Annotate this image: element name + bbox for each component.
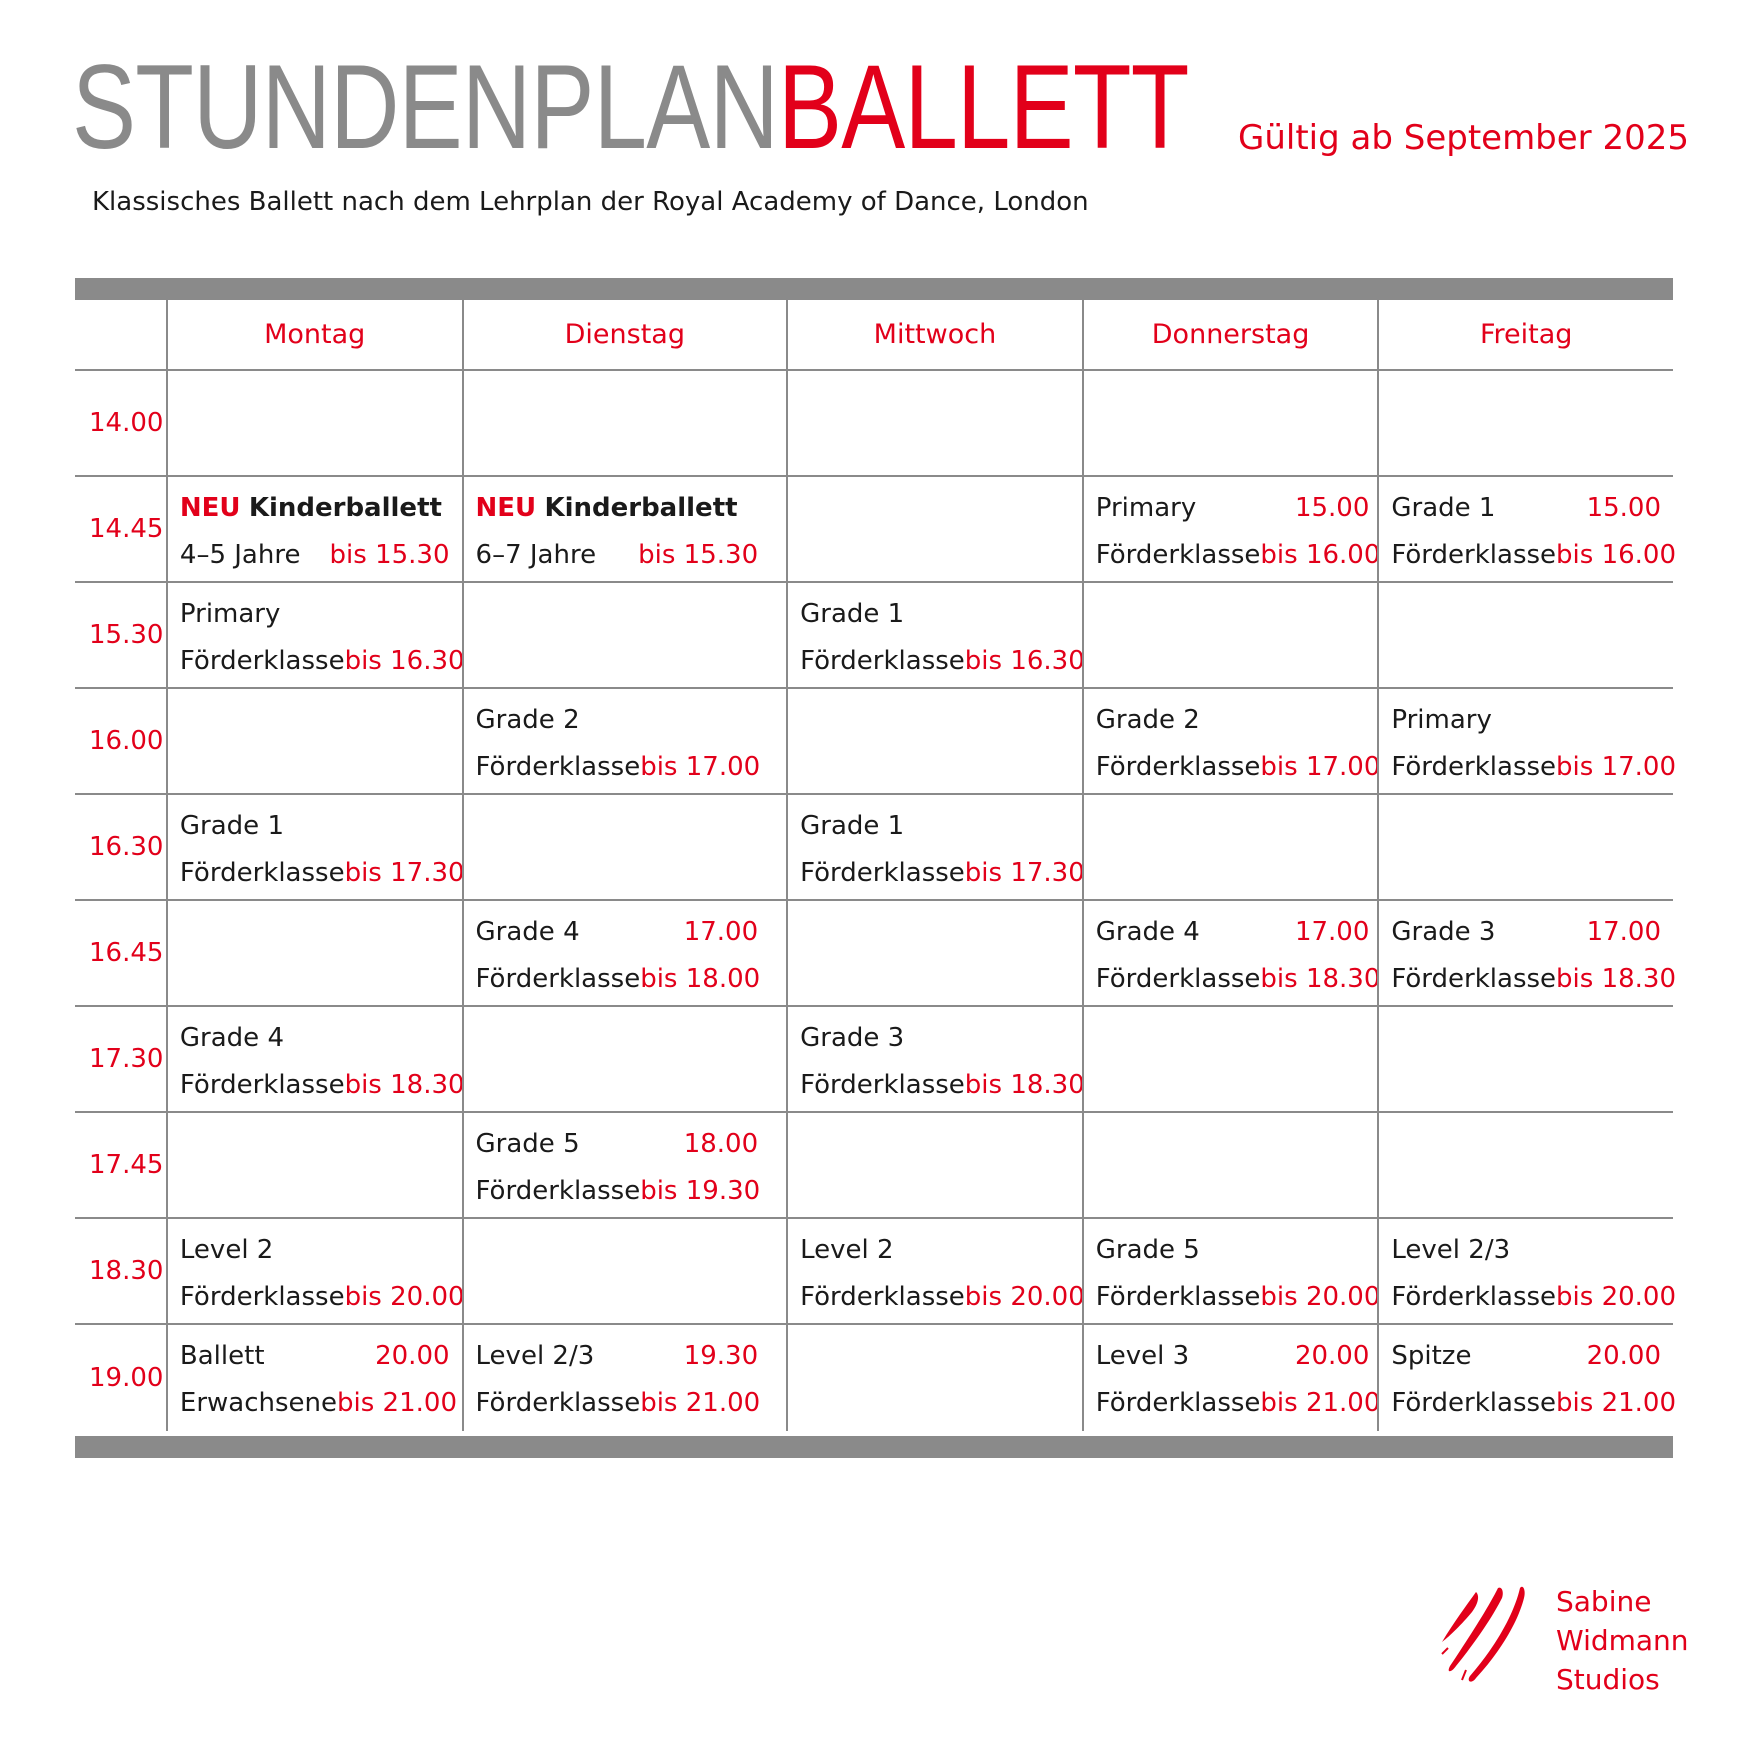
title-stundenplan: STUNDENPLAN xyxy=(72,40,778,174)
class-start: 20.00 xyxy=(1586,1341,1661,1371)
class-name: Level 2/3 xyxy=(1391,1235,1511,1265)
slot-cell xyxy=(1082,1325,1381,1431)
class-detail: Förderklasse xyxy=(1095,1282,1261,1312)
class-name: Kinderballett xyxy=(248,493,442,523)
slot-cell xyxy=(166,901,462,1005)
class-name: Grade 1 xyxy=(179,811,284,841)
class-entry xyxy=(476,909,759,997)
table-row xyxy=(75,901,1677,1007)
slot-cell xyxy=(166,1113,462,1217)
class-entry xyxy=(179,1227,465,1315)
class-end: bis 18.30 xyxy=(1556,964,1677,994)
class-name: Primary xyxy=(1095,493,1197,523)
slot-cell xyxy=(1377,1007,1673,1111)
class-end: bis 17.00 xyxy=(640,752,761,782)
slot-cell xyxy=(1082,583,1378,687)
slot-cell xyxy=(786,1113,1082,1217)
brand-line3: Studios xyxy=(1556,1663,1660,1696)
class-entry xyxy=(476,697,759,785)
table-row xyxy=(75,1219,1677,1325)
class-end: bis 21.00 xyxy=(640,1388,761,1418)
class-entry xyxy=(1391,909,1677,997)
class-entry xyxy=(1095,485,1381,573)
class-entry xyxy=(1095,909,1381,997)
slot-cell xyxy=(1082,1219,1381,1323)
slot-cell xyxy=(166,1325,462,1431)
time-label: 16.00 xyxy=(89,726,164,756)
valid-from: Gültig ab September 2025 xyxy=(1238,118,1689,158)
class-detail: Förderklasse xyxy=(179,646,345,676)
page-title xyxy=(72,42,1189,172)
class-detail: Förderklasse xyxy=(475,1176,641,1206)
class-entry xyxy=(800,1227,1085,1315)
class-end: bis 21.00 xyxy=(337,1388,457,1418)
slot-cell xyxy=(786,583,1085,687)
slot-cell xyxy=(1377,371,1673,475)
class-name: Grade 3 xyxy=(800,1023,905,1053)
day-header-freitag: Freitag xyxy=(1377,300,1673,369)
class-entry xyxy=(1391,697,1677,785)
class-start: 18.00 xyxy=(683,1129,759,1159)
class-entry xyxy=(800,591,1085,679)
class-name: Grade 1 xyxy=(800,599,905,629)
class-end: bis 17.30 xyxy=(964,858,1085,888)
class-detail: Förderklasse xyxy=(179,1070,345,1100)
class-start: 17.00 xyxy=(1586,917,1661,947)
table-row xyxy=(75,1325,1677,1431)
class-detail: Erwachsene xyxy=(179,1388,338,1418)
time-label: 17.45 xyxy=(89,1150,164,1180)
slot-cell xyxy=(1377,1325,1677,1431)
slot-cell xyxy=(786,689,1082,793)
new-badge: NEU xyxy=(475,493,537,523)
slot-cell xyxy=(1082,795,1378,899)
time-label: 19.00 xyxy=(89,1363,164,1393)
class-end: bis 18.30 xyxy=(344,1070,465,1100)
time-label: 16.45 xyxy=(89,938,164,968)
time-label: 14.00 xyxy=(89,408,164,438)
class-end: bis 17.30 xyxy=(344,858,465,888)
time-header xyxy=(75,300,166,369)
class-start: 17.00 xyxy=(1294,917,1370,947)
class-entry xyxy=(1391,485,1677,573)
brand-name xyxy=(1556,1582,1689,1699)
slot-cell xyxy=(1377,1219,1677,1323)
table-row xyxy=(75,1007,1673,1113)
class-end: bis 18.00 xyxy=(640,964,761,994)
class-end: bis 15.30 xyxy=(329,540,450,570)
class-start: 15.00 xyxy=(1586,493,1661,523)
slot-cell xyxy=(786,1007,1085,1111)
slot-cell xyxy=(1082,371,1378,475)
table-row xyxy=(75,583,1673,689)
class-end: bis 18.30 xyxy=(1260,964,1381,994)
class-start: 20.00 xyxy=(375,1341,450,1371)
class-name: Grade 2 xyxy=(475,705,580,735)
slot-cell xyxy=(462,1113,787,1217)
class-name: Level 2 xyxy=(179,1235,274,1265)
schedule-table xyxy=(75,300,1677,1431)
class-name: Grade 5 xyxy=(475,1129,580,1159)
slot-cell xyxy=(462,371,787,475)
class-end: bis 17.00 xyxy=(1556,752,1677,782)
subtitle: Klassisches Ballett nach dem Lehrplan der Royal Academy of Dance, London xyxy=(92,187,1089,217)
class-name: Grade 1 xyxy=(800,811,905,841)
class-detail: Förderklasse xyxy=(800,646,965,676)
class-name: Primary xyxy=(1391,705,1492,735)
class-end: bis 21.00 xyxy=(1556,1388,1677,1418)
time-label: 18.30 xyxy=(89,1256,164,1286)
slot-cell xyxy=(786,1325,1082,1431)
slot-cell xyxy=(462,1007,787,1111)
class-name: Grade 1 xyxy=(1391,493,1496,523)
class-entry xyxy=(476,1333,759,1423)
class-end: bis 20.00 xyxy=(344,1282,465,1312)
class-end: bis 21.00 xyxy=(1260,1388,1381,1418)
day-header-montag: Montag xyxy=(166,300,462,369)
class-entry xyxy=(1391,1333,1677,1423)
day-header-dienstag: Dienstag xyxy=(462,300,787,369)
class-entry xyxy=(476,485,759,573)
class-name: Grade 4 xyxy=(475,917,580,947)
class-detail: Förderklasse xyxy=(1391,964,1557,994)
day-header-donnerstag: Donnerstag xyxy=(1082,300,1378,369)
slot-cell xyxy=(1082,1007,1378,1111)
class-detail: Förderklasse xyxy=(1095,964,1261,994)
slot-cell xyxy=(166,477,462,581)
slot-cell xyxy=(1082,1113,1378,1217)
class-end: bis 16.00 xyxy=(1556,540,1677,570)
class-start: 15.00 xyxy=(1294,493,1370,523)
slot-cell xyxy=(786,477,1082,581)
table-bottom-bar xyxy=(75,1436,1673,1458)
class-end: bis 17.00 xyxy=(1260,752,1381,782)
slot-cell xyxy=(462,689,787,793)
table-row xyxy=(75,1113,1673,1219)
brand-line2: Widmann xyxy=(1556,1624,1689,1657)
slot-cell xyxy=(166,689,462,793)
new-badge: NEU xyxy=(179,493,241,523)
slot-cell xyxy=(462,477,787,581)
slot-cell xyxy=(1377,689,1677,793)
slot-cell xyxy=(166,795,465,899)
class-entry xyxy=(1095,1333,1381,1423)
class-start: 17.00 xyxy=(683,917,759,947)
class-name: Ballett xyxy=(179,1341,265,1371)
class-entry xyxy=(1095,1227,1381,1315)
slot-cell xyxy=(462,795,787,899)
class-entry xyxy=(800,803,1085,891)
slot-cell xyxy=(166,1007,465,1111)
slot-cell xyxy=(462,583,787,687)
day-header-mittwoch: Mittwoch xyxy=(786,300,1082,369)
class-entry xyxy=(1391,1227,1677,1315)
table-row xyxy=(75,795,1673,901)
slot-cell xyxy=(786,795,1085,899)
slot-cell xyxy=(462,901,787,1005)
class-entry xyxy=(179,803,465,891)
brush-strokes-logo-icon xyxy=(1436,1584,1528,1690)
class-entry xyxy=(476,1121,759,1209)
time-label: 15.30 xyxy=(89,620,164,650)
time-label: 14.45 xyxy=(89,514,164,544)
table-top-bar xyxy=(75,278,1673,300)
class-end: bis 20.00 xyxy=(1260,1282,1381,1312)
slot-cell xyxy=(786,371,1082,475)
class-detail: 4–5 Jahre xyxy=(179,540,301,570)
slot-cell xyxy=(166,583,465,687)
class-name: Spitze xyxy=(1391,1341,1472,1371)
class-entry xyxy=(179,591,465,679)
slot-cell xyxy=(1082,901,1381,1005)
class-end: bis 16.00 xyxy=(1260,540,1381,570)
slot-cell xyxy=(1377,477,1677,581)
class-detail: Förderklasse xyxy=(1095,1388,1261,1418)
class-detail: Förderklasse xyxy=(1391,752,1557,782)
slot-cell xyxy=(1377,583,1673,687)
class-end: bis 20.00 xyxy=(964,1282,1085,1312)
class-end: bis 19.30 xyxy=(640,1176,761,1206)
class-entry xyxy=(180,485,450,573)
slot-cell xyxy=(462,1325,787,1431)
slot-cell xyxy=(786,901,1082,1005)
time-label: 17.30 xyxy=(89,1044,164,1074)
brand-line1: Sabine xyxy=(1556,1585,1652,1618)
class-name: Grade 3 xyxy=(1391,917,1496,947)
class-name: Level 3 xyxy=(1095,1341,1190,1371)
slot-cell xyxy=(1082,477,1381,581)
class-detail: Förderklasse xyxy=(475,752,641,782)
slot-cell xyxy=(786,1219,1085,1323)
class-end: bis 16.30 xyxy=(964,646,1085,676)
class-name: Grade 4 xyxy=(179,1023,284,1053)
class-detail: Förderklasse xyxy=(1095,540,1261,570)
class-end: bis 18.30 xyxy=(964,1070,1085,1100)
class-detail: Förderklasse xyxy=(179,1282,345,1312)
class-entry xyxy=(800,1015,1085,1103)
class-detail: Förderklasse xyxy=(1391,1282,1557,1312)
class-start: 20.00 xyxy=(1294,1341,1370,1371)
class-detail: Förderklasse xyxy=(1391,1388,1557,1418)
class-detail: Förderklasse xyxy=(800,1282,965,1312)
class-detail: Förderklasse xyxy=(1095,752,1261,782)
class-detail: 6–7 Jahre xyxy=(475,540,597,570)
class-name: Grade 5 xyxy=(1095,1235,1200,1265)
class-name: Grade 4 xyxy=(1095,917,1200,947)
slot-cell xyxy=(166,1219,465,1323)
class-name: Grade 2 xyxy=(1095,705,1200,735)
class-name: Level 2/3 xyxy=(475,1341,595,1371)
class-detail: Förderklasse xyxy=(475,964,641,994)
slot-cell xyxy=(1082,689,1381,793)
table-row xyxy=(75,689,1677,795)
class-name: Primary xyxy=(179,599,281,629)
time-label: 16.30 xyxy=(89,832,164,862)
header-row xyxy=(75,300,1673,371)
class-end: bis 20.00 xyxy=(1556,1282,1677,1312)
slot-cell xyxy=(462,1219,787,1323)
slot-cell xyxy=(1377,795,1673,899)
class-entry xyxy=(179,1333,457,1423)
slot-cell xyxy=(1377,1113,1673,1217)
class-detail: Förderklasse xyxy=(179,858,345,888)
class-name: Level 2 xyxy=(800,1235,894,1265)
class-detail: Förderklasse xyxy=(1391,540,1557,570)
class-detail: Förderklasse xyxy=(475,1388,641,1418)
class-detail: Förderklasse xyxy=(800,1070,965,1100)
class-detail: Förderklasse xyxy=(800,858,965,888)
class-start: 19.30 xyxy=(683,1341,759,1371)
class-end: bis 15.30 xyxy=(638,540,759,570)
slot-cell xyxy=(1377,901,1677,1005)
slot-cell xyxy=(166,371,462,475)
class-name: Kinderballett xyxy=(544,493,738,523)
title-ballett: BALLETT xyxy=(778,40,1189,174)
table-row xyxy=(75,477,1677,583)
class-end: bis 16.30 xyxy=(344,646,465,676)
table-row xyxy=(75,371,1673,477)
class-entry xyxy=(1095,697,1381,785)
class-entry xyxy=(179,1015,465,1103)
